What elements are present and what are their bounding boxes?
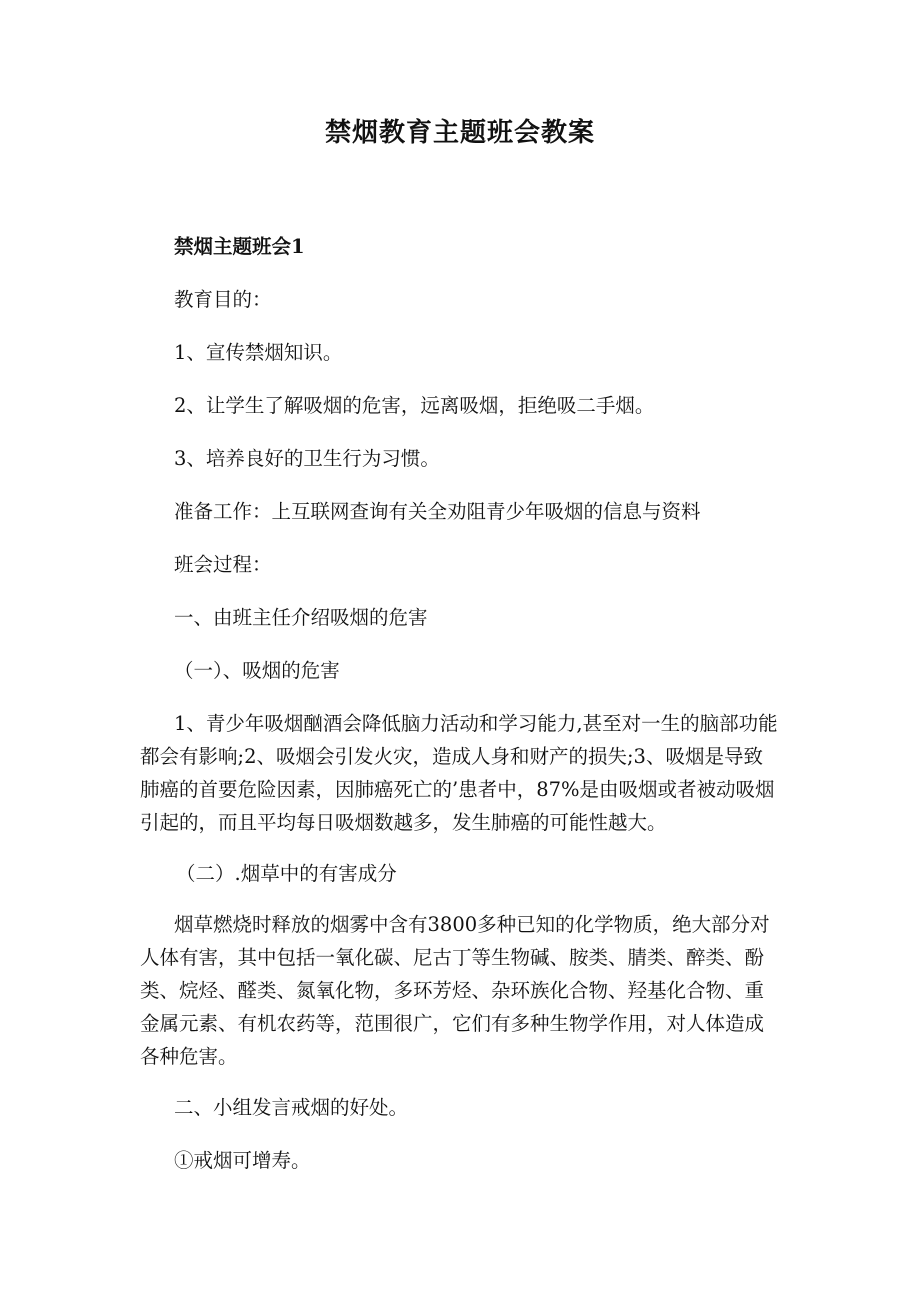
- section-heading: 禁烟主题班会1: [174, 235, 305, 258]
- paragraph-benefit-1: ①戒烟可增寿。: [174, 1149, 311, 1172]
- paragraph-preparation: 准备工作：上互联网查询有关全劝阻青少年吸烟的信息与资料: [174, 500, 701, 523]
- paragraph-sub-one: （一）、吸烟的危害: [174, 659, 340, 682]
- paragraph-harmful-components: 烟草燃烧时释放的烟雾中含有3800多种已知的化学物质，绝大部分对人体有害，其中包括一氧化碳、尼古丁等生物碱、胺类、腈类、醉类、酚类、烷烃、醛类、氮氧化物，多环芳烃、杂环族化合物、羟基化合物、重金属元素、有机农药等，范围很广，它们有多种生物学作用，对人体造成各种危害。: [140, 913, 770, 1068]
- paragraph-harms: 1、青少年吸烟酗酒会降低脑力活动和学习能力,甚至对一生的脑部功能都会有影响;2、吸烟会引发火灾，造成人身和财产的损失;3、吸烟是导致肺癌的首要危险因素，因肺癌死亡的’患者中，87%是由吸烟或者被动吸烟引起的，而且平均每日吸烟数越多，发生肺癌的可能性越大。: [140, 712, 778, 834]
- paragraph-objective-2: 2、让学生了解吸烟的危害，远离吸烟，拒绝吸二手烟。: [174, 394, 655, 417]
- paragraph-objective-label: 教育目的：: [174, 288, 272, 311]
- paragraph-part-two: 二、小组发言戒烟的好处。: [174, 1096, 409, 1119]
- document-body: [140, 230, 780, 1197]
- paragraph-part-one: 一、由班主任介绍吸烟的危害: [174, 606, 428, 629]
- paragraph-objective-1: 1、宣传禁烟知识。: [174, 341, 343, 364]
- paragraph-sub-two: （二）.烟草中的有害成分: [176, 862, 397, 885]
- document-title: 禁烟教育主题班会教案: [324, 118, 595, 148]
- paragraph-objective-3: 3、培养良好的卫生行为习惯。: [174, 447, 440, 470]
- paragraph-process-label: 班会过程：: [174, 553, 272, 576]
